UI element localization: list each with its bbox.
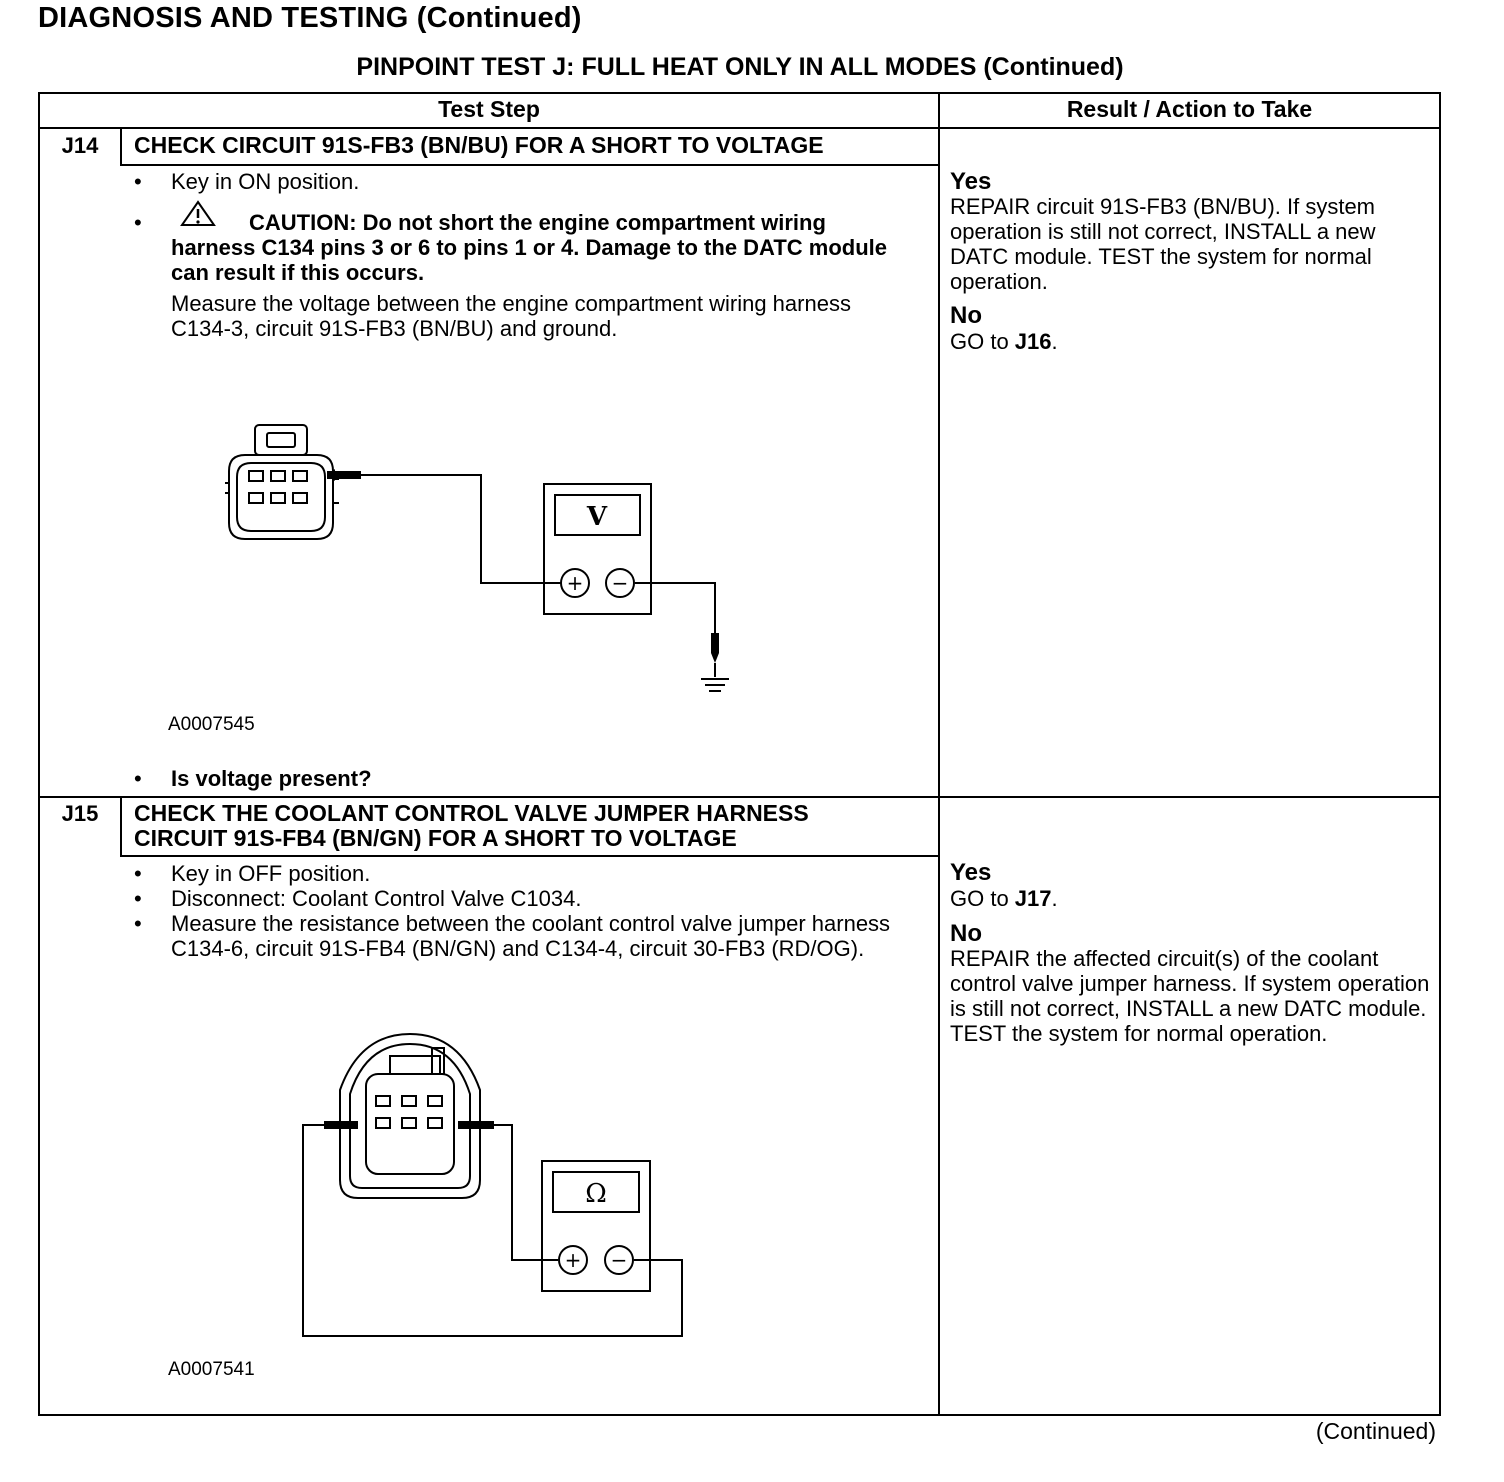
j14-yes-label: Yes xyxy=(950,168,992,195)
table-left-border xyxy=(38,92,40,1416)
figure-id-j14: A0007545 xyxy=(168,714,255,735)
j14-question: Is voltage present? xyxy=(171,766,372,791)
test-lead-positive xyxy=(361,475,561,583)
j15-yes-label: Yes xyxy=(950,859,992,886)
j15-step-disconnect: Disconnect: Coolant Control Valve C1034. xyxy=(171,886,582,911)
step-title-j14: CHECK CIRCUIT 91S-FB3 (BN/BU) FOR A SHORT TO VOLTAGE xyxy=(134,132,824,158)
j14-voltage-diagram xyxy=(215,415,735,705)
step-title-j15-line1: CHECK THE COOLANT CONTROL VALVE JUMPER HARNESS xyxy=(134,800,809,826)
j15-step-measure: Measure the resistance between the coolant control valve jumper harness C134-6, circuit 91S-FB4 (BN/GN) and C134-4, circuit 30-FB3 (RD/OG). xyxy=(171,911,891,961)
j15-yes-suffix: . xyxy=(1051,886,1058,911)
ground-probe xyxy=(711,633,719,663)
j15-yes-ref: J17 xyxy=(1014,886,1052,911)
bullet: • xyxy=(134,766,142,791)
j15-yes-text xyxy=(950,886,1430,911)
plus-sign: + xyxy=(564,1248,582,1272)
column-header-test-step: Test Step xyxy=(438,96,540,122)
figure-id-j15: A0007541 xyxy=(168,1359,255,1380)
minus-sign: − xyxy=(610,1248,628,1272)
j15-title-underline xyxy=(120,855,940,857)
bullet: • xyxy=(134,210,142,235)
table-right-border xyxy=(1439,92,1441,1416)
j15-no-label: No xyxy=(950,920,982,947)
bullet: • xyxy=(134,886,142,911)
j15-resistance-diagram xyxy=(300,1030,700,1350)
step-id-j14: J14 xyxy=(61,133,99,158)
table-title: PINPOINT TEST J: FULL HEAT ONLY IN ALL MODES (Continued) xyxy=(356,53,1124,81)
j14-no-text xyxy=(950,329,1430,354)
j14-yes-text: REPAIR circuit 91S-FB3 (BN/BU). If system operation is still not correct, INSTALL a new DATC module. TEST the system for normal operation. xyxy=(950,194,1376,294)
probe-tip xyxy=(458,1121,494,1129)
connector-c134 xyxy=(225,425,339,539)
test-lead-positive xyxy=(494,1125,558,1260)
plus-sign: + xyxy=(566,571,584,595)
test-lead-negative xyxy=(635,583,715,637)
meter-symbol-v: V xyxy=(586,502,608,532)
step-id-j15: J15 xyxy=(61,801,99,826)
j14-no-label: No xyxy=(950,302,982,329)
column-divider xyxy=(938,92,940,1416)
connector-c134 xyxy=(340,1034,480,1198)
j14-no-prefix: GO to xyxy=(950,329,1015,354)
j14-title-underline xyxy=(120,164,940,166)
j14-no-suffix: . xyxy=(1051,329,1058,354)
probe-tip xyxy=(327,469,335,481)
j15-no-text: REPAIR the affected circuit(s) of the coolant control valve jumper harness. If system operation is still not correct, INSTALL a new DATC module. TEST the system for normal operation. xyxy=(950,946,1430,1046)
bullet: • xyxy=(134,861,142,886)
continued-note: (Continued) xyxy=(1315,1418,1436,1444)
column-header-result: Result / Action to Take xyxy=(1066,96,1313,122)
header-divider xyxy=(38,127,1441,129)
ground-symbol-icon xyxy=(701,663,729,691)
bullet: • xyxy=(134,169,142,194)
step-title-j15-line2: CIRCUIT 91S-FB4 (BN/GN) FOR A SHORT TO VOLTAGE xyxy=(134,825,737,851)
probe-tip xyxy=(324,1121,358,1129)
j14-step-key-on: Key in ON position. xyxy=(171,169,360,194)
j15-step-key-off: Key in OFF position. xyxy=(171,861,371,886)
minus-sign: − xyxy=(611,571,629,595)
meter-symbol-ohm: Ω xyxy=(585,1179,607,1209)
j14-measure-text: Measure the voltage between the engine compartment wiring harness C134-3, circuit 91S-FB3 (BN/BU) and ground. xyxy=(171,291,851,341)
j14-no-ref: J16 xyxy=(1014,329,1052,354)
j14-caution-text: CAUTION: Do not short the engine compartment wiring harness C134 pins 3 or 6 to pins 1 or 4. Damage to the DATC module can result if this occurs. xyxy=(171,210,887,285)
bullet: • xyxy=(134,911,142,936)
test-lead-negative xyxy=(303,1125,682,1336)
table-bottom-border xyxy=(38,1414,1441,1416)
page-header: DIAGNOSIS AND TESTING (Continued) xyxy=(38,2,582,34)
table-top-border xyxy=(38,92,1441,94)
step-divider xyxy=(38,796,1441,798)
j15-yes-prefix: GO to xyxy=(950,886,1015,911)
